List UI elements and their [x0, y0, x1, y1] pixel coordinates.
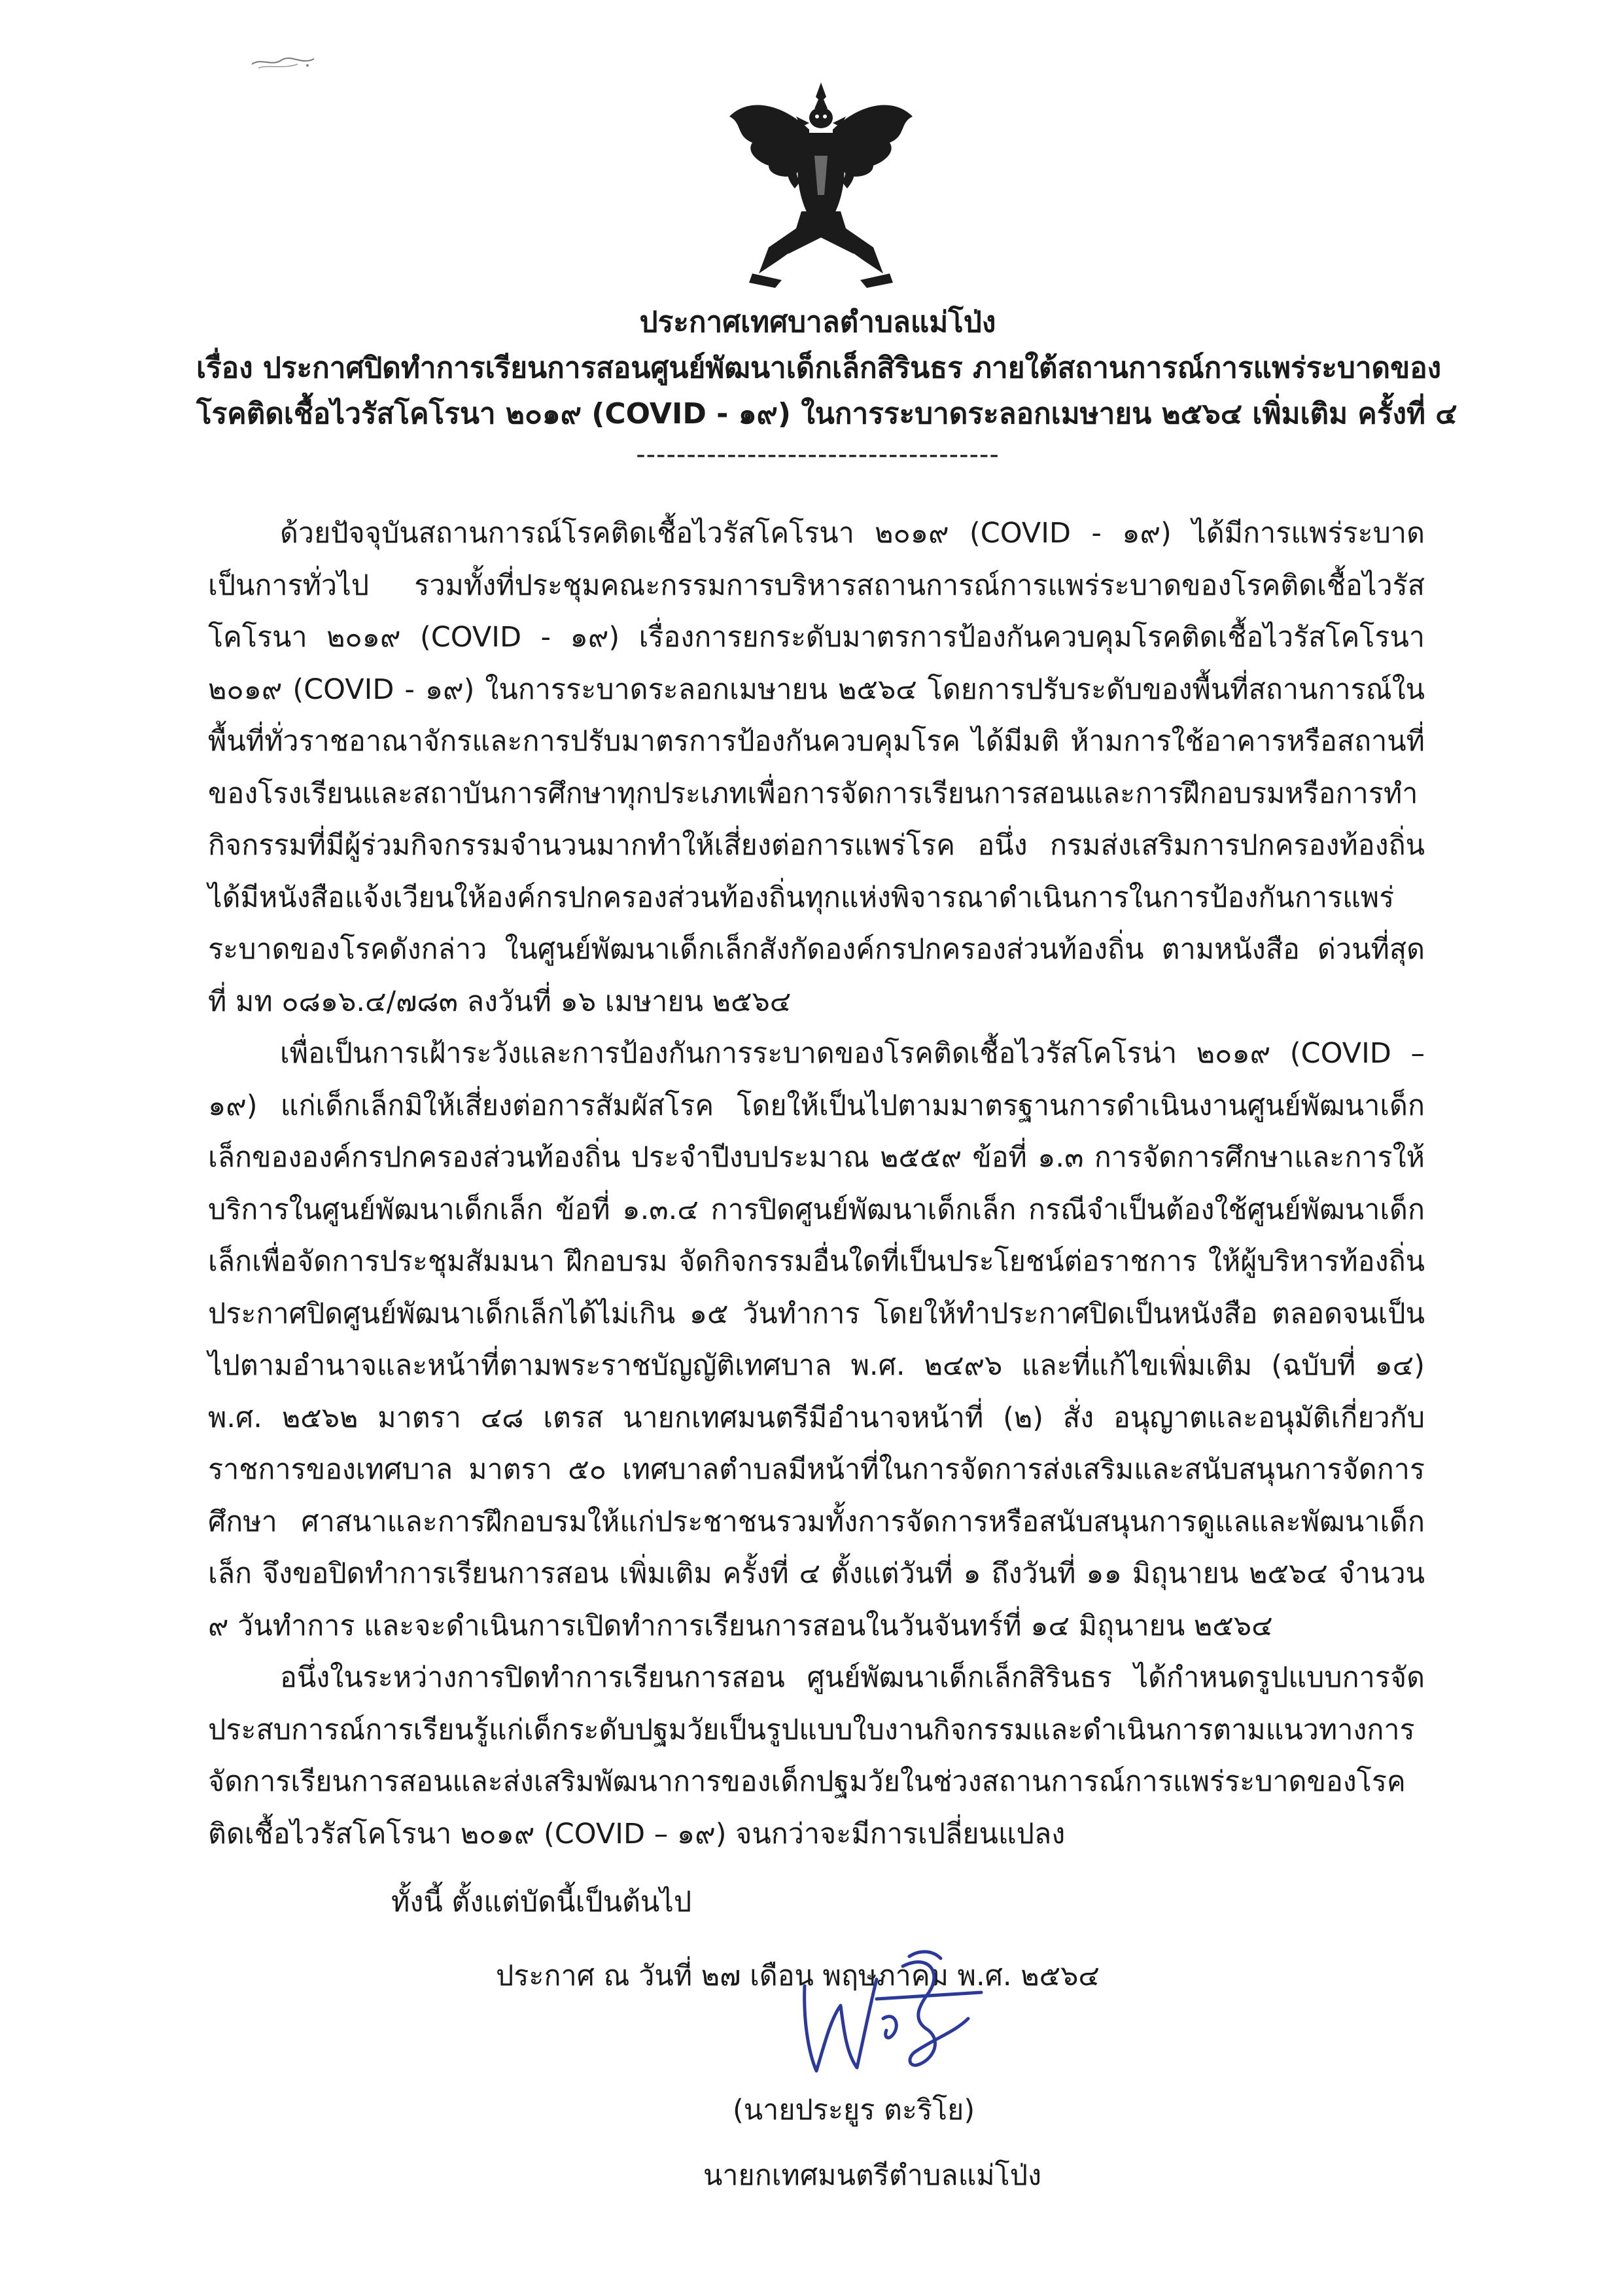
handwritten-signature	[778, 1940, 1001, 2091]
document-title: ประกาศเทศบาลตำบลแม่โป่ง	[639, 306, 996, 339]
closing-statement: ทั้งนี้ ตั้งแต่บัดนี้เป็นต้นไป	[391, 1886, 692, 1918]
document-subject-line-2: โรคติดเชื้อไวรัสโคโรนา ๒๐๑๙ (COVID - ๑๙) ในการระบาดระลอกเมษายน ๒๕๖๔ เพิ่มเติม ครั้งที่ ๔	[196, 397, 1457, 431]
document-subject-line-1: เรื่อง ประกาศปิดทำการเรียนการสอนศูนย์พัฒนาเด็กเล็กสิรินธร ภายใต้สถานการณ์การแพร่ระบาดของ	[196, 351, 1442, 385]
signer-position: นายกเทศมนตรีตำบลแม่โป่ง	[703, 2159, 1042, 2192]
document-body	[208, 508, 1425, 1860]
heading-separator: ------------------------------------	[636, 440, 1000, 470]
garuda-emblem-icon	[723, 77, 919, 293]
signer-name: (นายประยูร ตะริโย)	[733, 2094, 975, 2127]
scan-smudge	[249, 52, 321, 72]
announcement-date: ประกาศ ณ วันที่ ๒๗ เดือน พฤษภาคม พ.ศ. ๒๕๖๔	[496, 1960, 1100, 1992]
body-paragraph: อนึ่งในระหว่างการปิดทำการเรียนการสอน ศูนย์พัฒนาเด็กเล็กสิรินธร ได้กำหนดรูปแบบการจัดประสบการณ์การเรียนรู้แก่เด็กระดับปฐมวัยเป็นรูปแบบใบงานกิจกรรมและดำเนินการตามแนวทางการจัดการเรียนการสอนและส่งเสริมพัฒนาการของเด็กปฐมวัยในช่วงสถานการณ์การแพร่ระบาดของโรคติดเชื้อไวรัสโคโรนา ๒๐๑๙ (COVID – ๑๙) จนกว่าจะมีการเปลี่ยนแปลง	[208, 1661, 1425, 1850]
body-paragraph: ด้วยปัจจุบันสถานการณ์โรคติดเชื้อไวรัสโคโรนา ๒๐๑๙ (COVID - ๑๙) ได้มีการแพร่ระบาดเป็นการทั่วไป รวมทั้งที่ประชุมคณะกรรมการบริหารสถานการณ์การแพร่ระบาดของโรคติดเชื้อไวรัสโคโรนา ๒๐๑๙ (COVID - ๑๙) เรื่องการยกระดับมาตรการป้องกันควบคุมโรคติดเชื้อไวรัสโคโรนา ๒๐๑๙ (COVID - ๑๙) ในการระบาดระลอกเมษายน ๒๕๖๔ โดยการปรับระดับของพื้นที่สถานการณ์ในพื้นที่ทั่วราชอาณาจักรและการปรับมาตรการป้องกันควบคุมโรค ได้มีมติ ห้ามการใช้อาคารหรือสถานที่ของโรงเรียนและสถาบันการศึกษาทุกประเภทเพื่อการจัดการเรียนการสอนและการฝึกอบรมหรือการทำกิจกรรมที่มีผู้ร่วมกิจกรรมจำนวนมากทำให้เสี่ยงต่อการแพร่โรค อนึ่ง กรมส่งเสริมการปกครองท้องถิ่นได้มีหนังสือแจ้งเวียนให้องค์กรปกครองส่วนท้องถิ่นทุกแห่งพิจารณาดำเนินการในการป้องกันการแพร่ระบาดของโรคดังกล่าว ในศูนย์พัฒนาเด็กเล็กสังกัดองค์กรปกครองส่วนท้องถิ่น ตามหนังสือ ด่วนที่สุด ที่ มท ๐๘๑๖.๔/๗๘๓ ลงวันที่ ๑๖ เมษายน ๒๕๖๔	[208, 517, 1425, 1018]
body-paragraph: เพื่อเป็นการเฝ้าระวังและการป้องกันการระบาดของโรคติดเชื้อไวรัสโคโรน่า ๒๐๑๙ (COVID – ๑๙) แก่เด็กเล็กมิให้เสี่ยงต่อการสัมผัสโรค โดยให้เป็นไปตามมาตรฐานการดำเนินงานศูนย์พัฒนาเด็กเล็กขององค์กรปกครองส่วนท้องถิ่น ประจำปีงบประมาณ ๒๕๕๙ ข้อที่ ๑.๓ การจัดการศึกษาและการให้บริการในศูนย์พัฒนาเด็กเล็ก ข้อที่ ๑.๓.๔ การปิดศูนย์พัฒนาเด็กเล็ก กรณีจำเป็นต้องใช้ศูนย์พัฒนาเด็กเล็กเพื่อจัดการประชุมสัมมนา ฝึกอบรม จัดกิจกรรมอื่นใดที่เป็นประโยชน์ต่อราชการ ให้ผู้บริหารท้องถิ่นประกาศปิดศูนย์พัฒนาเด็กเล็กได้ไม่เกิน ๑๕ วันทำการ โดยให้ทำประกาศปิดเป็นหนังสือ ตลอดจนเป็นไปตามอำนาจและหน้าที่ตามพระราชบัญญัติเทศบาล พ.ศ. ๒๔๙๖ และที่แก้ไขเพิ่มเติม (ฉบับที่ ๑๔) พ.ศ. ๒๕๖๒ มาตรา ๔๘ เตรส นายกเทศมนตรีมีอำนาจหน้าที่ (๒) สั่ง อนุญาตและอนุมัติเกี่ยวกับราชการของเทศบาล มาตรา ๕๐ เทศบาลตำบลมีหน้าที่ในการจัดการส่งเสริมและสนับสนุนการจัดการศึกษา ศาสนาและการฝึกอบรมให้แก่ประชาชนรวมทั้งการจัดการหรือสนับสนุนการดูแลและพัฒนาเด็กเล็ก จึงขอปิดทำการเรียนการสอน เพิ่มเติม ครั้งที่ ๔ ตั้งแต่วันที่ ๑ ถึงวันที่ ๑๑ มิถุนายน ๒๕๖๔ จำนวน ๙ วันทำการ และจะดำเนินการเปิดทำการเรียนการสอนในวันจันทร์ที่ ๑๔ มิถุนายน ๒๕๖๔	[208, 1037, 1425, 1642]
